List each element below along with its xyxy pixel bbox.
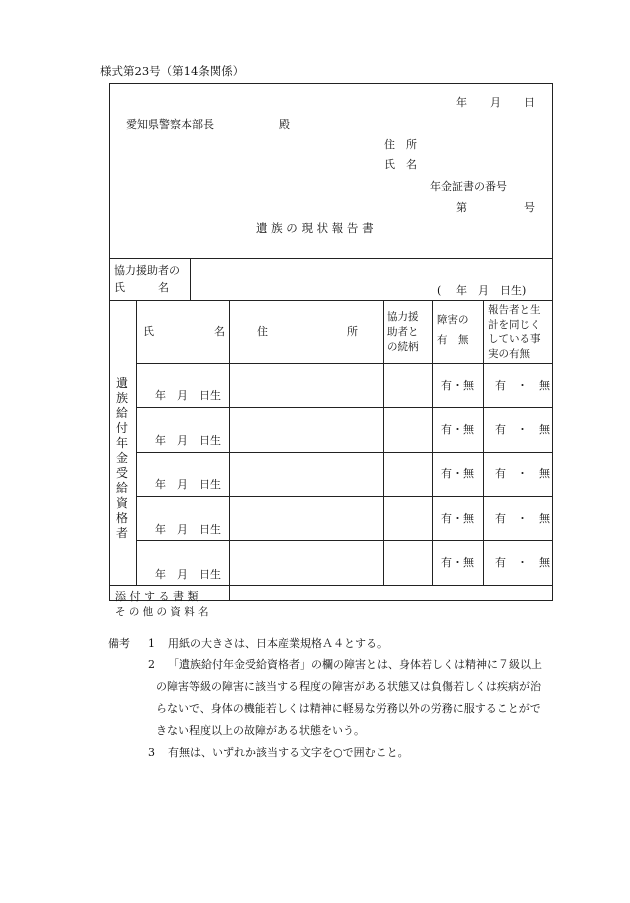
row-birth-date: 年 月 日生 (155, 568, 221, 581)
header-address-left: 住 (257, 325, 268, 338)
number-prefix: 第 (456, 201, 467, 214)
remark-text: 有無は、いずれか該当する文字を○で囲むこと。 (168, 746, 409, 759)
remark-number: 1 (148, 637, 155, 650)
row-birth-date: 年 月 日生 (155, 389, 221, 402)
row-livelihood-choice: 有 ・ 無 (495, 512, 550, 525)
row-disability-choice: 有・無 (441, 423, 474, 436)
helper-birth-month: 月 (478, 284, 489, 297)
remark-text: 「遺族給付年金受給資格者」の欄の障害とは、身体若しくは精神に７級以上 (168, 658, 542, 671)
addressee: 愛知県警察本部長 (126, 118, 214, 131)
name-label: 氏 名 (384, 158, 417, 171)
form-id: 様式第23号（第14条関係） (100, 64, 245, 78)
header-disability: 障害の 有 無 (437, 314, 469, 346)
page-title: 遺 族 の 現 状 報 告 書 (256, 221, 374, 235)
row-birth-date: 年 月 日生 (155, 478, 221, 491)
header-address-right: 所 (347, 325, 358, 338)
header-livelihood: 報告者と生 計を同じく している事 実の有無 (488, 304, 541, 360)
pension-number-label: 年金証書の番号 (430, 180, 507, 193)
form-page: 様式第23号（第14条関係） 年 月 日 愛知県警察本部長 殿 住 所 氏 名 年金証書の番号 第 号 遺 族 の 現 状 報 告 書 協力援助者の 氏 名 ( 年 月 日生) 遺族給付年金受給資格者 氏 名 住 所 協力援 助者と の続柄 障害の 有 無 報告者と生 計を同じく している事 実の有無 年 月 日生 有・無 有 ・ 無 年 月 日生 有・無 有 ・ 無 年 月 日生 有・無 有 ・ 無 年 月 日生 有・無 有 ・ 無 年 月 日生 有・無 有 ・ 無 添 付 す る 書 類 そ の 他 の 資 料 名 備考 1 用紙の大きさは、日本産業規格Ａ４とする。 2 「遺族給付年金受給資格者」の欄の障害とは、身体若しくは精神に７級以上 の障害等級の障害に該当する程度の障害がある状態又は負傷若しくは疾病が治 らないで、身体の機能若しくは精神に軽易な労務以外の労務に服することがで きない程度以上の故障がある状態をいう。 3 有無は、いずれか該当する文字を○で囲むこと。 (0, 0, 630, 903)
helper-birth-day: 日生) (500, 284, 527, 297)
helper-label-line1: 協力援助者の (114, 264, 180, 277)
header-name-right: 名 (214, 325, 225, 338)
remark-text: らないで、身体の機能若しくは精神に軽易な労務以外の労務に服することがで (156, 702, 541, 715)
date-day-label: 日 (524, 96, 535, 109)
helper-birth-open: ( (437, 284, 442, 297)
remark-number: 2 (148, 658, 155, 671)
row-livelihood-choice: 有 ・ 無 (495, 556, 550, 569)
beneficiaries-side-label: 遺族給付年金受給資格者 (115, 376, 128, 540)
row-livelihood-choice: 有 ・ 無 (495, 423, 550, 436)
remark-text: の障害等級の障害に該当する程度の障害がある状態又は負傷若しくは疾病が治 (156, 680, 541, 693)
row-disability-choice: 有・無 (441, 512, 474, 525)
date-year-label: 年 (456, 96, 467, 109)
helper-label-line2: 氏 名 (114, 281, 169, 294)
remark-text: きない程度以上の故障がある状態をいう。 (156, 724, 365, 737)
header-relation: 協力援 助者と の続柄 (387, 311, 419, 353)
row-disability-choice: 有・無 (441, 379, 474, 392)
row-birth-date: 年 月 日生 (155, 434, 221, 447)
header-name-left: 氏 (143, 325, 154, 338)
row-birth-date: 年 月 日生 (155, 523, 221, 536)
helper-birth-year: 年 (456, 284, 467, 297)
remark-text: 用紙の大きさは、日本産業規格Ａ４とする。 (168, 637, 388, 650)
honorific: 殿 (279, 118, 290, 131)
row-livelihood-choice: 有 ・ 無 (495, 467, 550, 480)
address-label: 住 所 (384, 138, 417, 151)
remarks-label: 備考 (108, 637, 130, 650)
row-livelihood-choice: 有 ・ 無 (495, 379, 550, 392)
row-disability-choice: 有・無 (441, 556, 474, 569)
number-suffix: 号 (524, 201, 535, 214)
date-month-label: 月 (490, 96, 501, 109)
remark-number: 3 (148, 746, 155, 759)
row-disability-choice: 有・無 (441, 467, 474, 480)
